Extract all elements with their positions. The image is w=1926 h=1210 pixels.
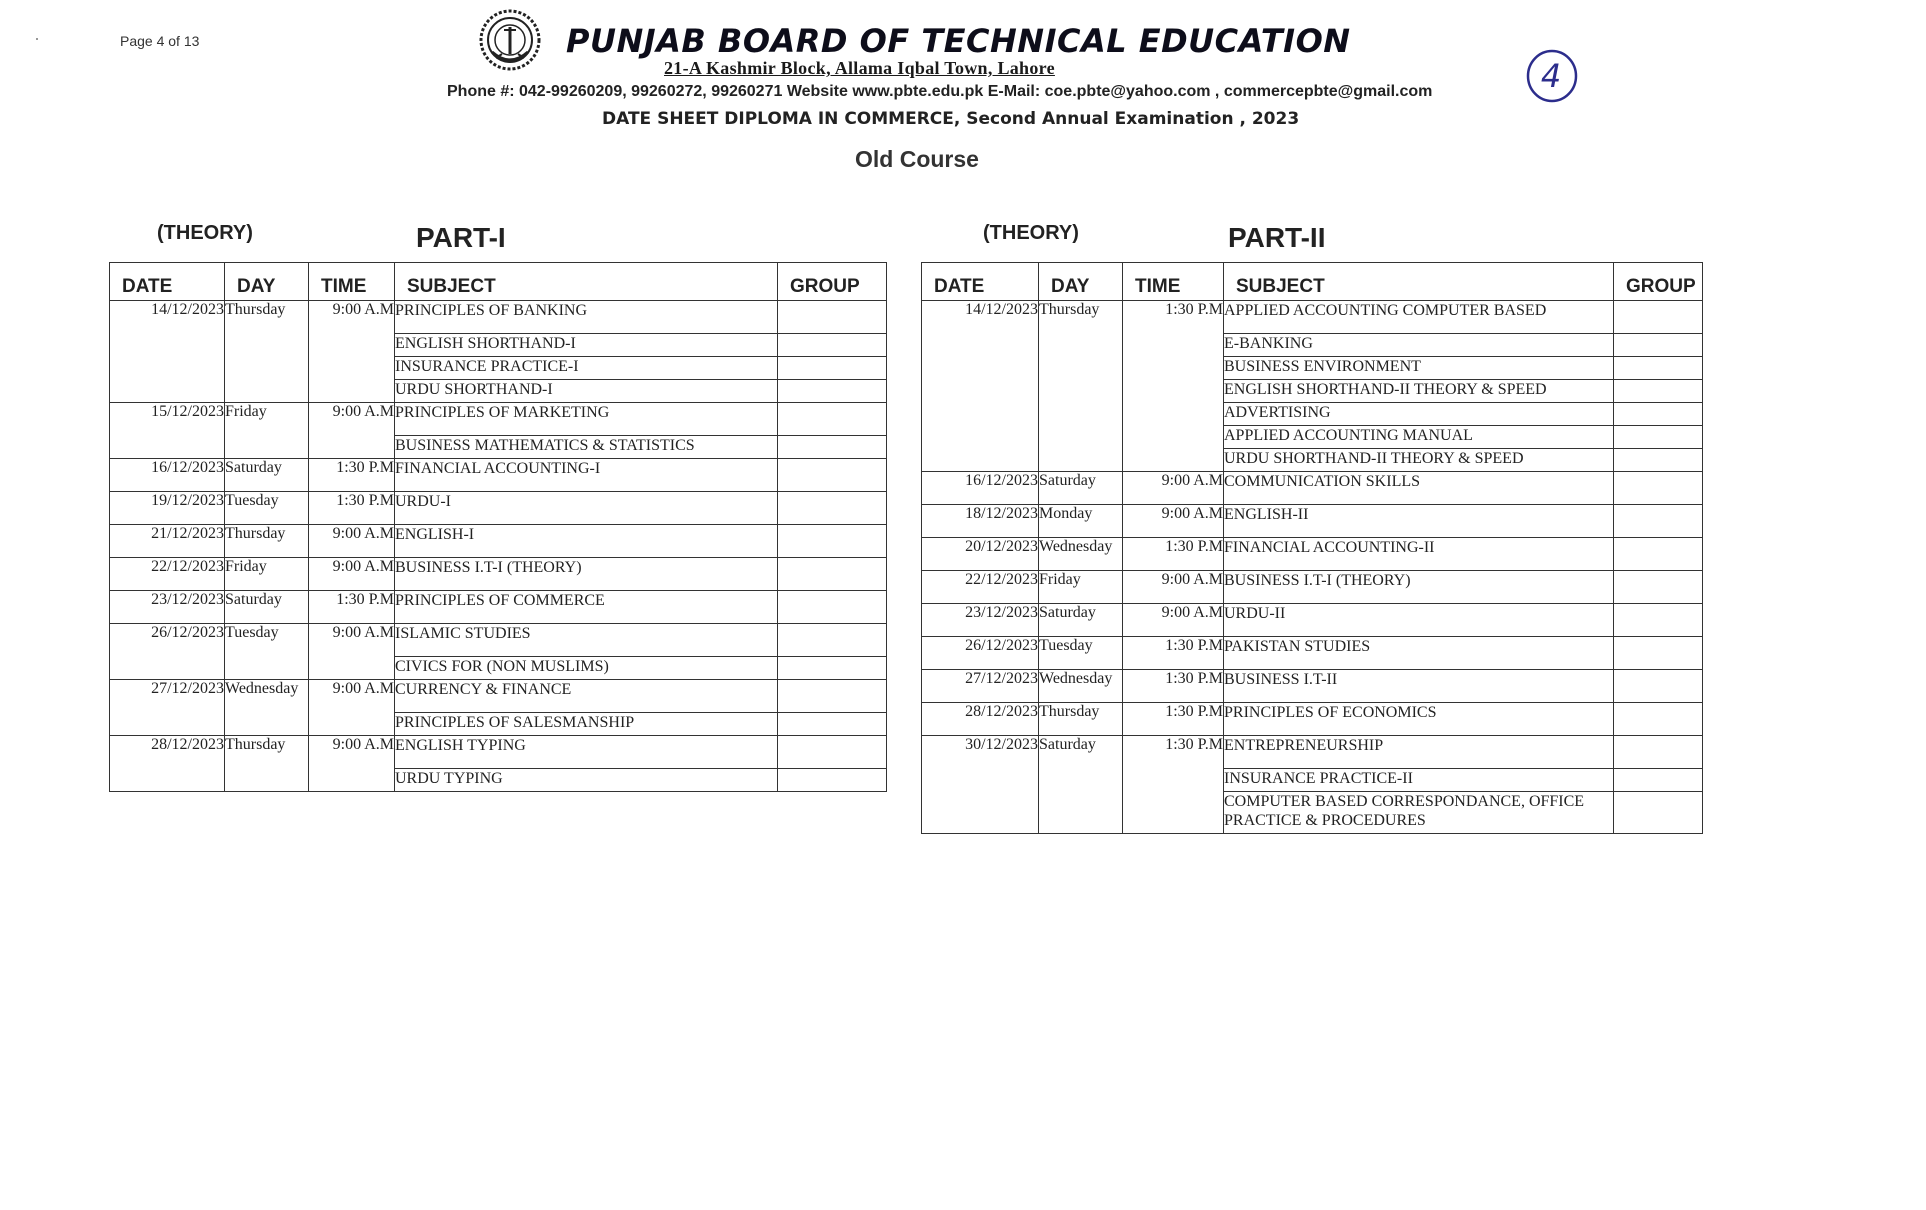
subject-cell: COMMUNICATION SKILLS [1224, 472, 1614, 505]
date-cell: 23/12/2023 [922, 604, 1039, 637]
date-cell: 30/12/2023 [922, 736, 1039, 834]
stray-mark [36, 38, 38, 40]
time-cell: 1:30 P.M [309, 459, 395, 492]
table-header-row [110, 263, 887, 301]
day-cell: Wednesday [225, 680, 309, 736]
group-cell [1614, 301, 1703, 334]
subject-cell: PRINCIPLES OF ECONOMICS [1224, 703, 1614, 736]
day-cell: Saturday [225, 459, 309, 492]
subject-cell: ADVERTISING [1224, 403, 1614, 426]
subject-cell: PRINCIPLES OF MARKETING [395, 403, 778, 436]
table-row [110, 492, 887, 525]
group-cell [1614, 449, 1703, 472]
table-row [110, 680, 887, 713]
date-cell: 16/12/2023 [110, 459, 225, 492]
group-cell [1614, 736, 1703, 769]
group-cell [1614, 637, 1703, 670]
day-cell: Saturday [225, 591, 309, 624]
table-row [922, 637, 1703, 670]
day-cell: Monday [1039, 505, 1123, 538]
group-cell [1614, 357, 1703, 380]
subject-cell: BUSINESS MATHEMATICS & STATISTICS [395, 436, 778, 459]
subject-cell: ISLAMIC STUDIES [395, 624, 778, 657]
group-cell [1614, 505, 1703, 538]
group-cell [1614, 792, 1703, 834]
date-cell: 16/12/2023 [922, 472, 1039, 505]
subject-cell: COMPUTER BASED CORRESPONDANCE, OFFICE PRACTICE & PROCEDURES [1224, 792, 1614, 834]
group-cell [778, 357, 887, 380]
day-cell: Friday [225, 558, 309, 591]
subject-cell: BUSINESS I.T-I (THEORY) [1224, 571, 1614, 604]
table-row [922, 472, 1703, 505]
time-cell: 9:00 A.M [1123, 505, 1224, 538]
time-cell: 9:00 A.M [309, 736, 395, 792]
subject-cell: URDU-II [1224, 604, 1614, 637]
table-row [110, 591, 887, 624]
date-cell: 22/12/2023 [110, 558, 225, 591]
table-row [922, 670, 1703, 703]
group-cell [1614, 670, 1703, 703]
group-cell [1614, 426, 1703, 449]
subject-column-header: SUBJECT [395, 263, 778, 301]
subject-cell: ENGLISH SHORTHAND-I [395, 334, 778, 357]
date-cell: 21/12/2023 [110, 525, 225, 558]
table-row [922, 736, 1703, 769]
day-cell: Tuesday [225, 624, 309, 680]
day-column-header: DAY [1039, 263, 1123, 301]
time-cell: 1:30 P.M [1123, 670, 1224, 703]
group-cell [1614, 334, 1703, 357]
group-cell [778, 380, 887, 403]
course-label: Old Course [855, 146, 979, 172]
group-cell [778, 769, 887, 792]
date-cell: 19/12/2023 [110, 492, 225, 525]
date-sheet-title: DATE SHEET DIPLOMA IN COMMERCE, Second Annual Examination , 2023 [602, 109, 1300, 129]
day-cell: Thursday [1039, 703, 1123, 736]
subject-cell: APPLIED ACCOUNTING COMPUTER BASED [1224, 301, 1614, 334]
subject-cell: ENGLISH TYPING [395, 736, 778, 769]
group-cell [778, 301, 887, 334]
time-cell: 9:00 A.M [309, 403, 395, 459]
group-cell [778, 591, 887, 624]
part2-theory-label: (THEORY) [983, 222, 1079, 244]
subject-cell: PRINCIPLES OF COMMERCE [395, 591, 778, 624]
day-cell: Tuesday [225, 492, 309, 525]
group-cell [778, 713, 887, 736]
group-cell [778, 624, 887, 657]
handwritten-page-mark [1524, 48, 1580, 104]
group-cell [778, 525, 887, 558]
time-cell: 9:00 A.M [1123, 472, 1224, 505]
time-cell: 9:00 A.M [309, 680, 395, 736]
table-row [922, 703, 1703, 736]
table-row [110, 301, 887, 334]
date-column-header: DATE [922, 263, 1039, 301]
group-cell [778, 558, 887, 591]
date-cell: 14/12/2023 [922, 301, 1039, 472]
page-number: Page 4 of 13 [120, 33, 200, 49]
time-cell: 9:00 A.M [309, 525, 395, 558]
group-cell [778, 459, 887, 492]
group-cell [1614, 380, 1703, 403]
date-cell: 15/12/2023 [110, 403, 225, 459]
day-cell: Friday [225, 403, 309, 459]
group-cell [1614, 571, 1703, 604]
group-cell [1614, 769, 1703, 792]
subject-cell: URDU TYPING [395, 769, 778, 792]
day-cell: Thursday [225, 301, 309, 403]
day-cell: Friday [1039, 571, 1123, 604]
day-cell: Saturday [1039, 604, 1123, 637]
group-column-header: GROUP [778, 263, 887, 301]
date-cell: 27/12/2023 [922, 670, 1039, 703]
subject-cell: PAKISTAN STUDIES [1224, 637, 1614, 670]
subject-cell: INSURANCE PRACTICE-I [395, 357, 778, 380]
day-cell: Thursday [225, 525, 309, 558]
day-cell: Tuesday [1039, 637, 1123, 670]
time-column-header: TIME [309, 263, 395, 301]
group-cell [1614, 403, 1703, 426]
table-row [922, 571, 1703, 604]
group-column-header: GROUP [1614, 263, 1703, 301]
day-cell: Thursday [225, 736, 309, 792]
time-cell: 9:00 A.M [309, 301, 395, 403]
subject-cell: BUSINESS I.T-I (THEORY) [395, 558, 778, 591]
group-cell [778, 736, 887, 769]
date-cell: 22/12/2023 [922, 571, 1039, 604]
table-row [110, 624, 887, 657]
subject-cell: FINANCIAL ACCOUNTING-II [1224, 538, 1614, 571]
subject-cell: FINANCIAL ACCOUNTING-I [395, 459, 778, 492]
handwritten-page-number: 4 [1540, 57, 1562, 95]
subject-cell: BUSINESS ENVIRONMENT [1224, 357, 1614, 380]
time-cell: 1:30 P.M [1123, 637, 1224, 670]
part1-theory-label: (THEORY) [157, 222, 253, 244]
group-cell [1614, 703, 1703, 736]
day-cell: Wednesday [1039, 670, 1123, 703]
date-cell: 28/12/2023 [110, 736, 225, 792]
group-cell [778, 403, 887, 436]
subject-cell: BUSINESS I.T-II [1224, 670, 1614, 703]
table-row [110, 558, 887, 591]
group-cell [1614, 604, 1703, 637]
date-cell: 28/12/2023 [922, 703, 1039, 736]
subject-cell: CURRENCY & FINANCE [395, 680, 778, 713]
part1-date-sheet-table [109, 262, 887, 792]
time-column-header: TIME [1123, 263, 1224, 301]
date-cell: 14/12/2023 [110, 301, 225, 403]
day-cell: Wednesday [1039, 538, 1123, 571]
table-row [922, 604, 1703, 637]
date-cell: 18/12/2023 [922, 505, 1039, 538]
table-header-row [922, 263, 1703, 301]
board-seal-logo-icon [478, 8, 542, 72]
day-column-header: DAY [225, 263, 309, 301]
subject-cell: PRINCIPLES OF SALESMANSHIP [395, 713, 778, 736]
group-cell [778, 436, 887, 459]
time-cell: 9:00 A.M [309, 624, 395, 680]
time-cell: 1:30 P.M [309, 492, 395, 525]
table-row [110, 736, 887, 769]
subject-cell: CIVICS FOR (NON MUSLIMS) [395, 657, 778, 680]
group-cell [778, 680, 887, 713]
table-row [922, 505, 1703, 538]
subject-cell: PRINCIPLES OF BANKING [395, 301, 778, 334]
board-title: PUNJAB BOARD OF TECHNICAL EDUCATION [566, 22, 1351, 60]
subject-cell: ENTREPRENEURSHIP [1224, 736, 1614, 769]
subject-cell: APPLIED ACCOUNTING MANUAL [1224, 426, 1614, 449]
table-row [110, 459, 887, 492]
group-cell [1614, 538, 1703, 571]
subject-cell: URDU-I [395, 492, 778, 525]
time-cell: 1:30 P.M [309, 591, 395, 624]
table-row [922, 301, 1703, 334]
date-cell: 27/12/2023 [110, 680, 225, 736]
time-cell: 1:30 P.M [1123, 538, 1224, 571]
subject-cell: ENGLISH SHORTHAND-II THEORY & SPEED [1224, 380, 1614, 403]
date-column-header: DATE [110, 263, 225, 301]
date-cell: 26/12/2023 [110, 624, 225, 680]
table-row [110, 525, 887, 558]
subject-cell: ENGLISH-I [395, 525, 778, 558]
subject-cell: URDU SHORTHAND-II THEORY & SPEED [1224, 449, 1614, 472]
time-cell: 1:30 P.M [1123, 301, 1224, 472]
table-row [110, 403, 887, 436]
subject-cell: E-BANKING [1224, 334, 1614, 357]
subject-cell: URDU SHORTHAND-I [395, 380, 778, 403]
table-row [922, 538, 1703, 571]
time-cell: 9:00 A.M [1123, 571, 1224, 604]
day-cell: Saturday [1039, 736, 1123, 834]
time-cell: 9:00 A.M [1123, 604, 1224, 637]
day-cell: Thursday [1039, 301, 1123, 472]
day-cell: Saturday [1039, 472, 1123, 505]
group-cell [1614, 472, 1703, 505]
time-cell: 9:00 A.M [309, 558, 395, 591]
date-cell: 26/12/2023 [922, 637, 1039, 670]
group-cell [778, 492, 887, 525]
time-cell: 1:30 P.M [1123, 736, 1224, 834]
time-cell: 1:30 P.M [1123, 703, 1224, 736]
subject-column-header: SUBJECT [1224, 263, 1614, 301]
subject-cell: ENGLISH-II [1224, 505, 1614, 538]
group-cell [778, 334, 887, 357]
date-cell: 23/12/2023 [110, 591, 225, 624]
contact-line: Phone #: 042-99260209, 99260272, 99260271 Website www.pbte.edu.pk E-Mail: coe.pbte@yahoo.com , commercepbte@gmail.com [447, 83, 1433, 100]
part2-title: PART-II [1228, 222, 1326, 253]
board-address: 21-A Kashmir Block, Allama Iqbal Town, Lahore [664, 58, 1055, 78]
subject-cell: INSURANCE PRACTICE-II [1224, 769, 1614, 792]
part1-title: PART-I [416, 222, 506, 253]
group-cell [778, 657, 887, 680]
part2-date-sheet-table [921, 262, 1703, 834]
date-cell: 20/12/2023 [922, 538, 1039, 571]
